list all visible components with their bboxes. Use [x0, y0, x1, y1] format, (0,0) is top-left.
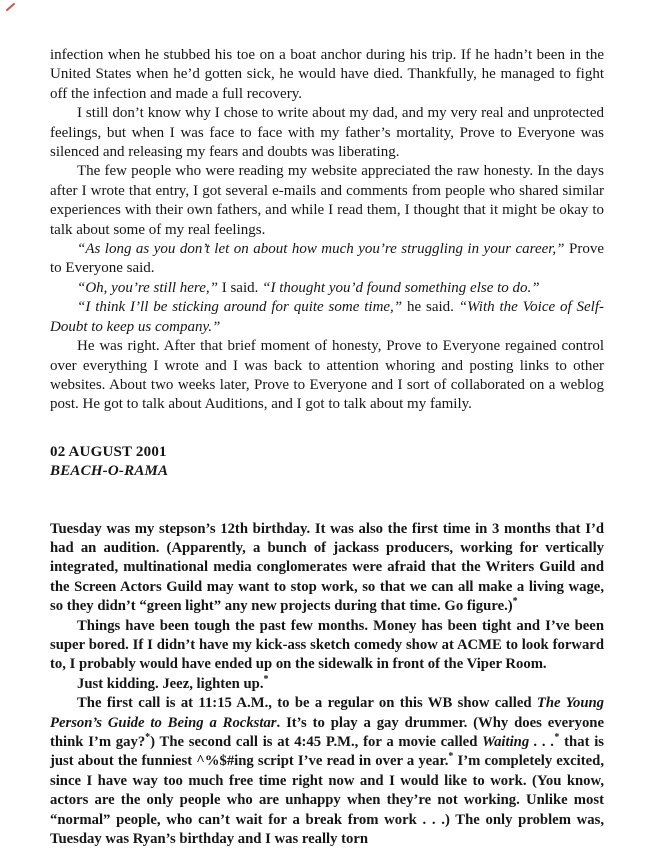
- scan-artifact-mark: [6, 3, 16, 12]
- text-run: infection when he stubbed his toe on a boat anchor during his trip. If he hadn’t been in the United States when he’d gotten sick, he would have died. Thankfully, he managed to fight off the infection and made a full recovery.: [50, 47, 604, 102]
- text-run: The Young Person’s Guide to Being a Rockstar: [50, 695, 604, 731]
- text-run: 02 AUGUST 2001: [50, 443, 167, 460]
- text-run: that is just about the funniest ^%$#ing script I’ve read in over a year.: [50, 734, 604, 770]
- paragraph: [50, 104, 604, 162]
- paragraph: [50, 675, 604, 694]
- text-run: . It’s to play a gay drummer. (Why does everyone think I’m gay?: [50, 714, 604, 750]
- text-run: He was right. After that brief moment of honesty, Prove to Everyone regained control over everything I wrote and I was back to attention whoring and posting links to other websites. About two weeks later, Prove to Everyone and I sort of collaborated on a weblog post. He got to talk about Auditions, and I got to talk about my family.: [50, 338, 604, 413]
- text-run: “With the Voice of Self-Doubt to keep us company.”: [50, 299, 604, 335]
- footnote-marker: *: [512, 596, 518, 608]
- text-run: he said.: [402, 299, 459, 316]
- footnote-marker: *: [263, 673, 269, 685]
- text-run: “I think I’ll be sticking around for quite some time,”: [77, 299, 403, 316]
- text-run: Just kidding. Jeez, lighten up.: [77, 675, 264, 692]
- text-run: The first call is at 11:15 A.M., to be a regular on this WB show called: [77, 695, 537, 712]
- footnote-marker: *: [554, 732, 560, 744]
- text-run: ) The second call is at 4:45 P.M., for a movie called: [150, 734, 483, 750]
- paragraph: [50, 240, 604, 279]
- paragraph: [50, 694, 604, 849]
- text-run: “I thought you’d found something else to do.”: [262, 279, 540, 296]
- footnote-marker: *: [145, 732, 151, 744]
- text-run: I still don’t know why I chose to write about my dad, and my very real and unprotected feelings, but when I was face to face with my father’s mortality, Prove to Everyone was silenced and releasing my fears and doubts was liberating.: [50, 105, 604, 161]
- paragraph: [50, 337, 604, 415]
- entry-title-heading: [50, 462, 604, 481]
- text-run: “Oh, you’re still here,”: [77, 279, 218, 296]
- text-run: “As long as you don’t let on about how much you’re struggling in your career,”: [77, 241, 565, 258]
- text-run: I’m completely excited, since I have way too much free time right now and I would like to work. (You know, actors are the only people who are unhappy when they’re not working. Unlike most “normal” people, who can’t wait for a break from work . . .) The only problem was, Tuesday was Ryan’s birthday and I was really torn: [50, 753, 604, 848]
- text-run: I said.: [217, 279, 263, 296]
- entry-date-heading: [50, 443, 604, 462]
- text-run: The few people who were reading my website appreciated the raw honesty. In the days after I wrote that entry, I got several e-mails and comments from people who shared similar experiences with their own fathers, and while I read them, I thought that it might be okay to talk about some of my real feelings.: [50, 163, 604, 238]
- document-text: [50, 46, 604, 849]
- paragraph: [50, 162, 604, 240]
- paragraph: [50, 46, 604, 104]
- text-run: Waiting . . .: [482, 734, 555, 750]
- footnote-marker: *: [448, 751, 454, 763]
- paragraph: [50, 520, 604, 617]
- text-run: Things have been tough the past few months. Money has been tight and I’ve been super bored. If I didn’t have my kick-ass sketch comedy show at ACME to look forward to, I probably would have ended up on the sidewalk in front of the Viper Room.: [50, 617, 604, 673]
- text-run: Tuesday was my stepson’s 12th birthday. It was also the first time in 3 months that I’d had an audition. (Apparently, a bunch of jackass producers, working for vertically integrated, multinational media conglomerates were afraid that the Writers Guild and the Screen Actors Guild may want to stop work, so that we can all make a living wage, so they didn’t “green light” any new projects during that time. Go figure.): [50, 520, 604, 615]
- paragraph: [50, 298, 604, 337]
- text-run: BEACH-O-RAMA: [50, 463, 169, 480]
- paragraph: [50, 617, 604, 675]
- text-run: Prove to Everyone said.: [50, 241, 604, 277]
- paragraph: [50, 279, 604, 298]
